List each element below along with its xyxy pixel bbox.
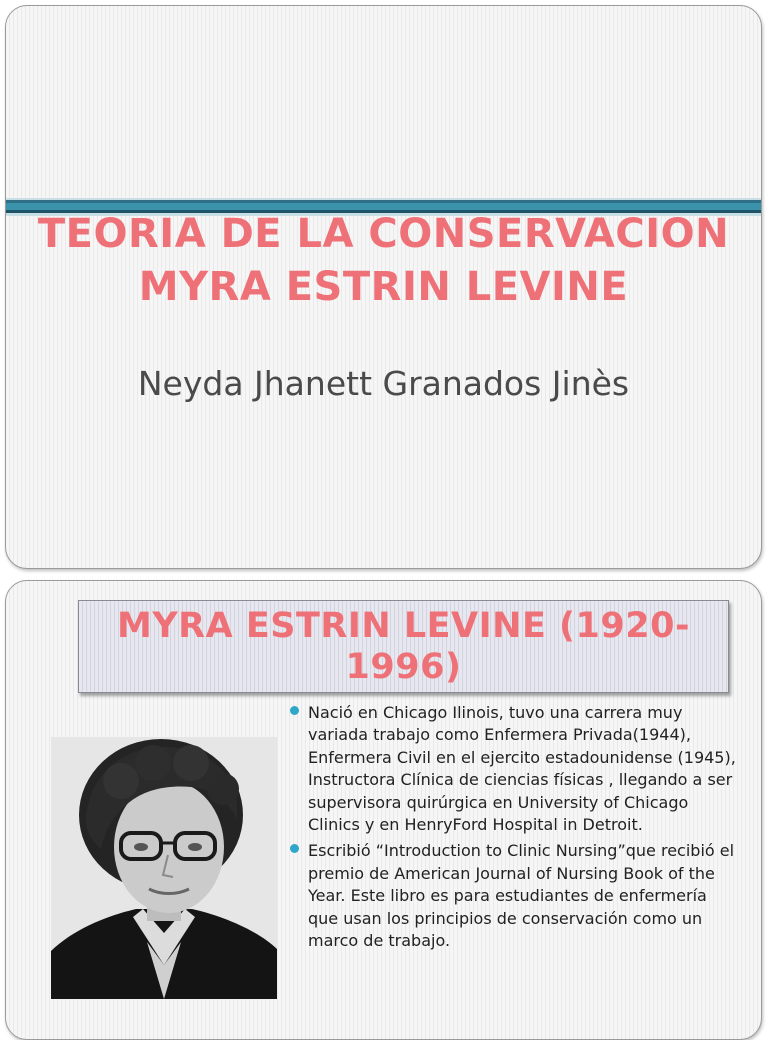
bullet-list: [286, 702, 736, 956]
bullet-icon: [290, 706, 299, 715]
slide-title: MYRA ESTRIN LEVINE (1920-1996): [117, 605, 690, 687]
list-item: [286, 702, 736, 836]
title-box: [78, 600, 729, 693]
slide-subtitle: Neyda Jhanett Granados Jinès: [137, 364, 630, 403]
list-item: [286, 840, 736, 952]
portrait-photo: [51, 737, 277, 999]
biography-slide: [5, 580, 762, 1040]
bullet-text: Nació en Chicago Ilinois, tuvo una carrera muy variada trabajo como Enfermera Privada(1944), Enfermera Civil en el ejercito estadounidense (1945), Instructora Clínica de ciencias físicas , llegando a ser supervisora quirúrgica en University of Chicago Clinics y en HenryFord Hospital in Detroit.: [308, 703, 736, 835]
title-slide: [5, 5, 762, 569]
bullet-icon: [290, 844, 299, 853]
bullet-text: Escribió “Introduction to Clinic Nursing”que recibió el premio de American Journal of Nursing Book of the Year. Este libro es para estudiantes de enfermería que usan los principios de conservación como un marco de trabajo.: [308, 841, 735, 951]
slide-title: TEORIA DE LA CONSERVACION MYRA ESTRIN LEVINE: [37, 211, 730, 310]
